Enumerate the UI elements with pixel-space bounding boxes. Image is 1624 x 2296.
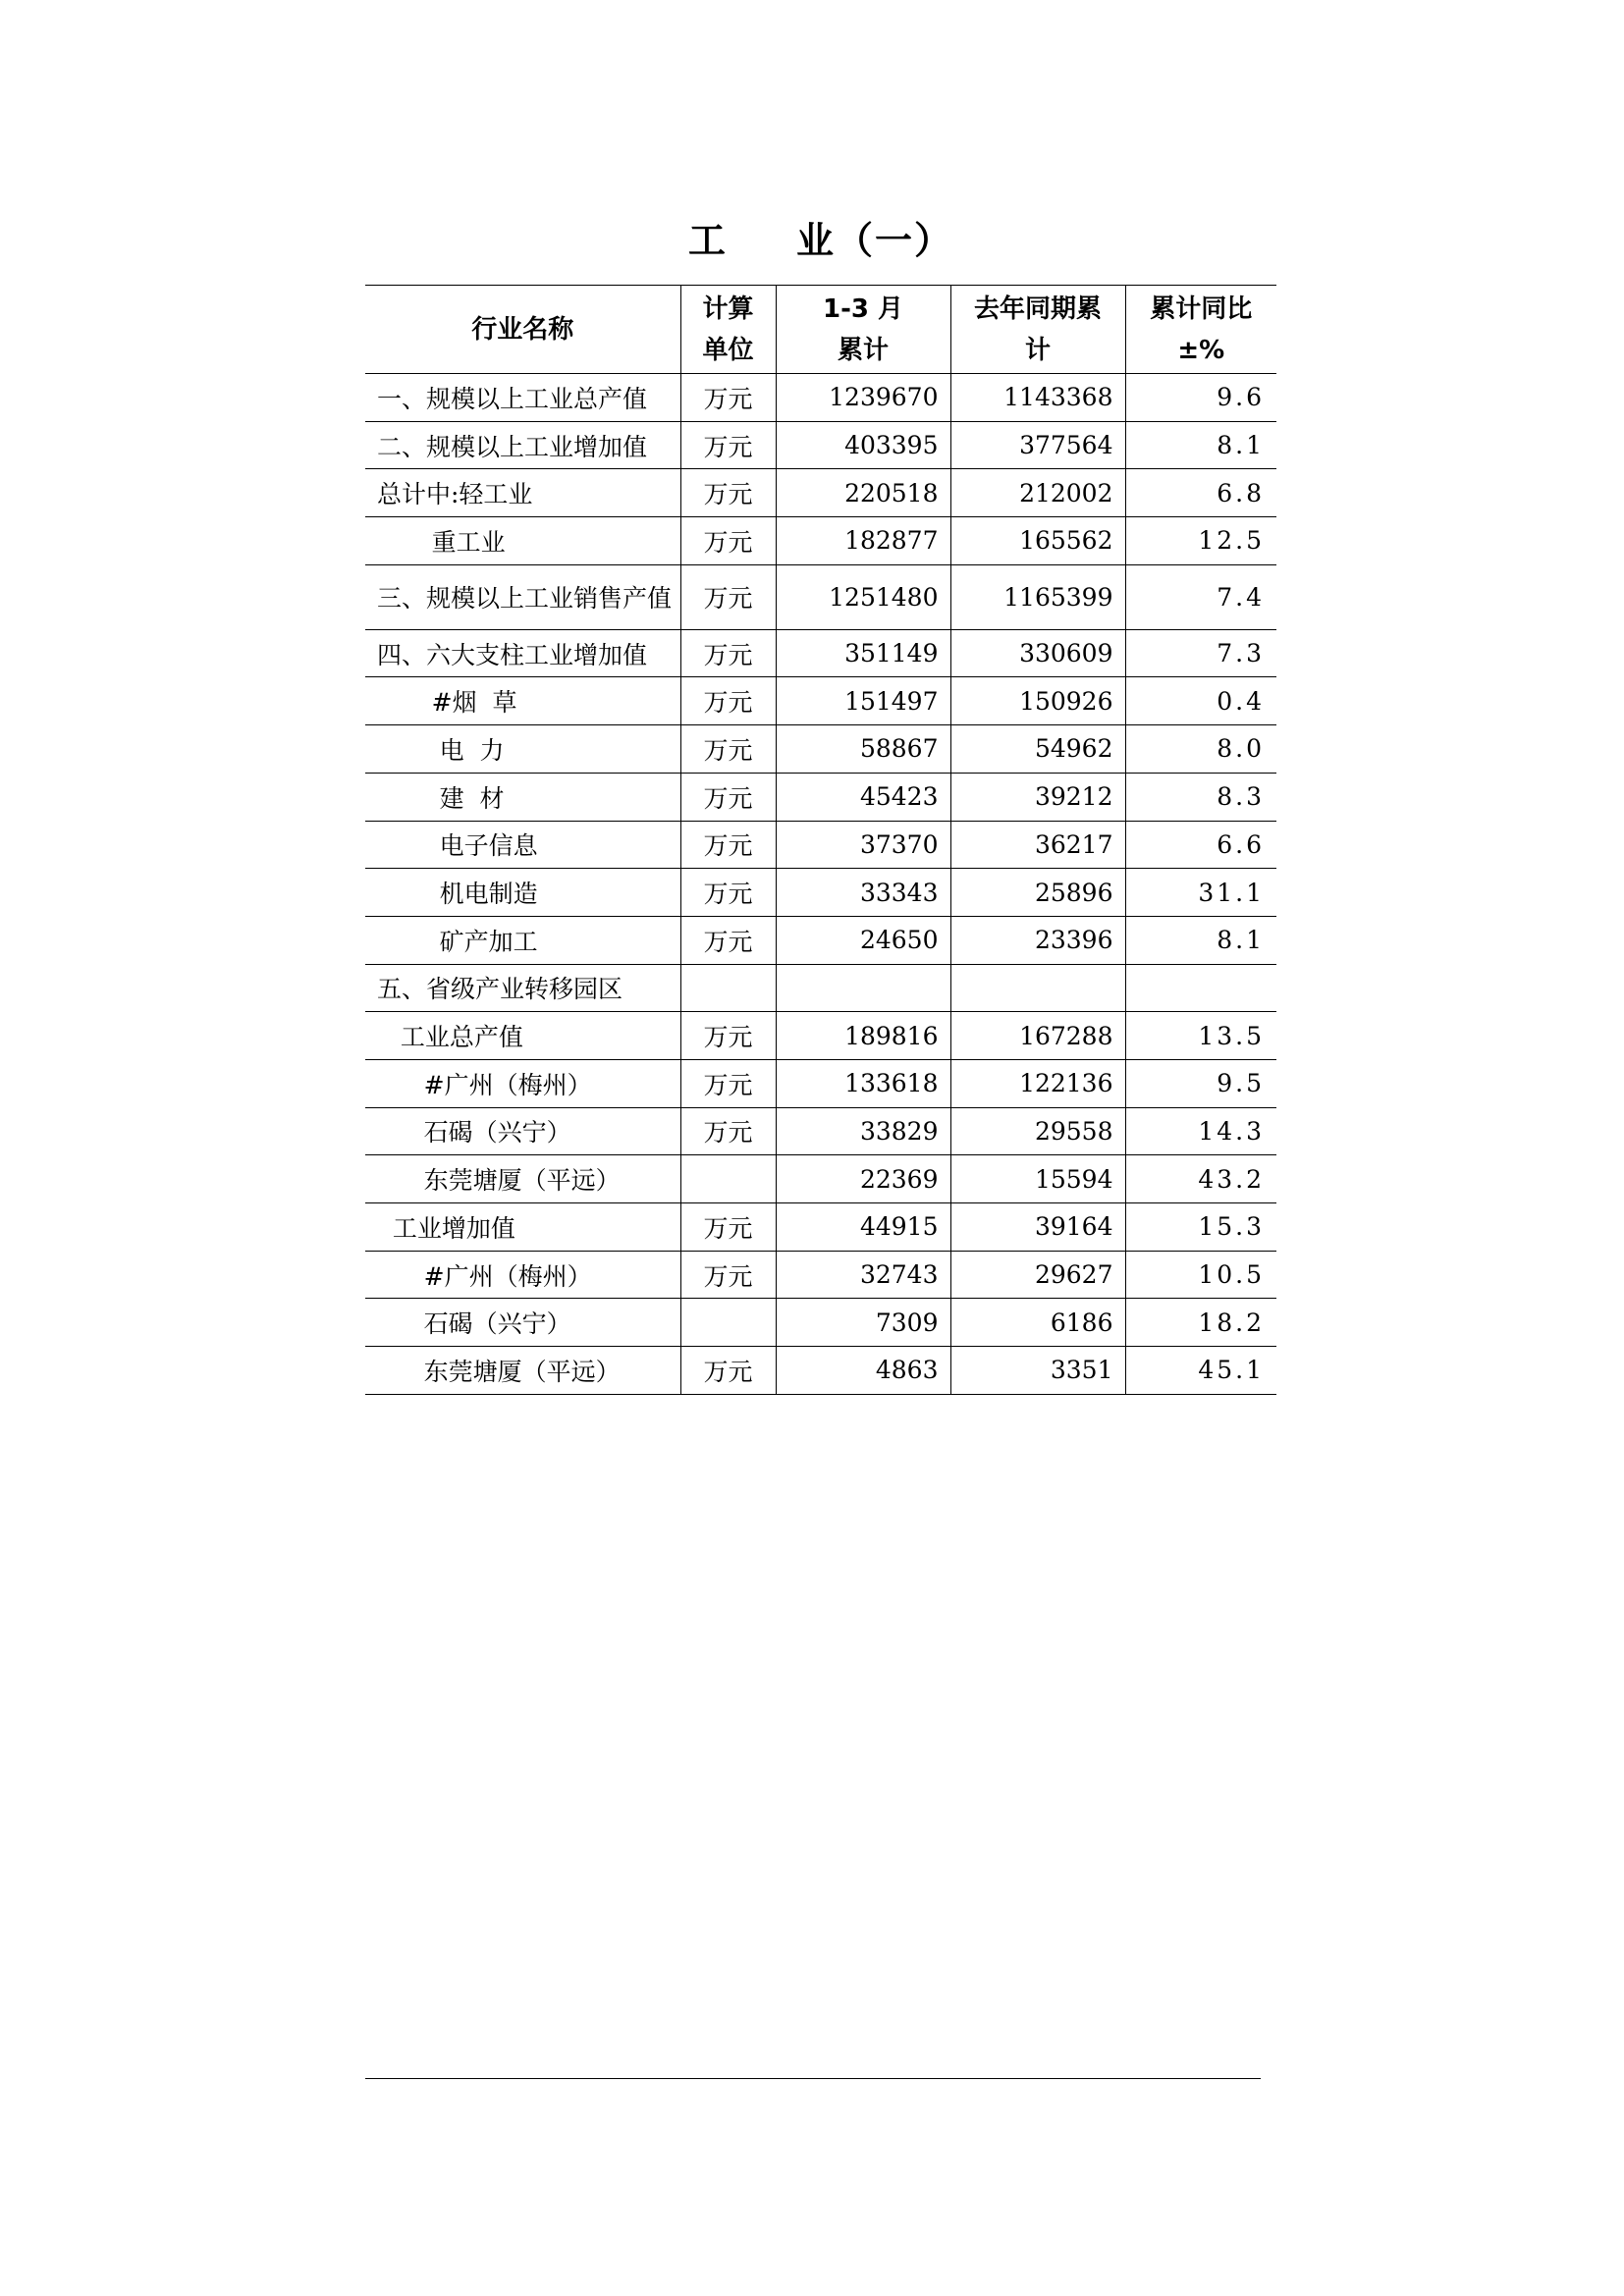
table-row bbox=[365, 421, 1276, 469]
cell-yoy-change: 15.3 bbox=[1125, 1203, 1276, 1252]
table-row bbox=[365, 1059, 1276, 1107]
cell-unit: 万元 bbox=[680, 1203, 776, 1252]
cell-current-cumulative: 1251480 bbox=[776, 564, 950, 629]
cell-yoy-change: 13.5 bbox=[1125, 1012, 1276, 1060]
cell-current-cumulative: 24650 bbox=[776, 916, 950, 964]
cell-unit bbox=[680, 964, 776, 1012]
table-row bbox=[365, 1107, 1276, 1155]
cell-previous-cumulative: 3351 bbox=[950, 1347, 1125, 1395]
cell-previous-cumulative: 39212 bbox=[950, 773, 1125, 821]
cell-previous-cumulative: 15594 bbox=[950, 1155, 1125, 1203]
cell-industry-name: 二、规模以上工业增加值 bbox=[365, 421, 680, 469]
table-row bbox=[365, 564, 1276, 629]
footer-rule bbox=[365, 2078, 1261, 2079]
cell-current-cumulative: 37370 bbox=[776, 821, 950, 869]
table-row bbox=[365, 517, 1276, 565]
cell-previous-cumulative: 29558 bbox=[950, 1107, 1125, 1155]
cell-previous-cumulative: 330609 bbox=[950, 629, 1125, 677]
cell-unit: 万元 bbox=[680, 421, 776, 469]
cell-previous-cumulative: 377564 bbox=[950, 421, 1125, 469]
cell-current-cumulative: 1239670 bbox=[776, 374, 950, 422]
cell-industry-name: #广州（梅州） bbox=[365, 1251, 680, 1299]
page-title bbox=[365, 210, 1276, 264]
table-row bbox=[365, 1299, 1276, 1347]
cell-previous-cumulative: 23396 bbox=[950, 916, 1125, 964]
header-industry-name: 行业名称 bbox=[365, 286, 680, 374]
cell-previous-cumulative: 150926 bbox=[950, 677, 1125, 725]
cell-industry-name: 电子信息 bbox=[365, 821, 680, 869]
cell-unit: 万元 bbox=[680, 1012, 776, 1060]
cell-yoy-change: 14.3 bbox=[1125, 1107, 1276, 1155]
cell-industry-name: 东莞塘厦（平远） bbox=[365, 1155, 680, 1203]
cell-industry-name: 建 材 bbox=[365, 773, 680, 821]
cell-unit: 万元 bbox=[680, 1347, 776, 1395]
cell-current-cumulative: 45423 bbox=[776, 773, 950, 821]
table-row bbox=[365, 374, 1276, 422]
cell-industry-name: 三、规模以上工业销售产值 bbox=[365, 564, 680, 629]
table-header-row bbox=[365, 286, 1276, 374]
cell-unit: 万元 bbox=[680, 869, 776, 917]
cell-unit: 万元 bbox=[680, 677, 776, 725]
cell-previous-cumulative: 1143368 bbox=[950, 374, 1125, 422]
table-row bbox=[365, 1347, 1276, 1395]
table-row bbox=[365, 725, 1276, 774]
cell-previous-cumulative: 165562 bbox=[950, 517, 1125, 565]
table-row bbox=[365, 469, 1276, 517]
cell-unit: 万元 bbox=[680, 773, 776, 821]
cell-industry-name: 矿产加工 bbox=[365, 916, 680, 964]
cell-yoy-change: 31.1 bbox=[1125, 869, 1276, 917]
cell-previous-cumulative: 25896 bbox=[950, 869, 1125, 917]
header-yoy-change: 累计同比 ±% bbox=[1125, 286, 1276, 374]
cell-industry-name: 机电制造 bbox=[365, 869, 680, 917]
cell-industry-name: 电 力 bbox=[365, 725, 680, 774]
cell-yoy-change: 8.1 bbox=[1125, 421, 1276, 469]
cell-previous-cumulative: 36217 bbox=[950, 821, 1125, 869]
cell-current-cumulative: 403395 bbox=[776, 421, 950, 469]
cell-unit: 万元 bbox=[680, 725, 776, 774]
cell-current-cumulative: 4863 bbox=[776, 1347, 950, 1395]
cell-current-cumulative: 33829 bbox=[776, 1107, 950, 1155]
cell-previous-cumulative: 29627 bbox=[950, 1251, 1125, 1299]
table-row bbox=[365, 964, 1276, 1012]
cell-industry-name: 总计中:轻工业 bbox=[365, 469, 680, 517]
cell-industry-name: 五、省级产业转移园区 bbox=[365, 964, 680, 1012]
table-row bbox=[365, 821, 1276, 869]
cell-industry-name: 四、六大支柱工业增加值 bbox=[365, 629, 680, 677]
cell-industry-name: #广州（梅州） bbox=[365, 1059, 680, 1107]
table-row bbox=[365, 1155, 1276, 1203]
cell-current-cumulative: 351149 bbox=[776, 629, 950, 677]
cell-yoy-change: 8.0 bbox=[1125, 725, 1276, 774]
cell-current-cumulative: 220518 bbox=[776, 469, 950, 517]
cell-previous-cumulative: 122136 bbox=[950, 1059, 1125, 1107]
cell-industry-name: 石碣（兴宁） bbox=[365, 1299, 680, 1347]
table-row bbox=[365, 773, 1276, 821]
cell-yoy-change: 18.2 bbox=[1125, 1299, 1276, 1347]
cell-yoy-change: 12.5 bbox=[1125, 517, 1276, 565]
cell-unit: 万元 bbox=[680, 916, 776, 964]
cell-unit: 万元 bbox=[680, 469, 776, 517]
cell-unit: 万元 bbox=[680, 629, 776, 677]
cell-unit: 万元 bbox=[680, 517, 776, 565]
table-row bbox=[365, 1203, 1276, 1252]
cell-current-cumulative: 32743 bbox=[776, 1251, 950, 1299]
cell-previous-cumulative: 212002 bbox=[950, 469, 1125, 517]
header-previous-cumulative: 去年同期累 计 bbox=[950, 286, 1125, 374]
cell-current-cumulative: 7309 bbox=[776, 1299, 950, 1347]
header-unit: 计算 单位 bbox=[680, 286, 776, 374]
cell-yoy-change: 43.2 bbox=[1125, 1155, 1276, 1203]
cell-industry-name: 重工业 bbox=[365, 517, 680, 565]
cell-unit bbox=[680, 1299, 776, 1347]
cell-previous-cumulative bbox=[950, 964, 1125, 1012]
cell-unit: 万元 bbox=[680, 1251, 776, 1299]
table-row bbox=[365, 629, 1276, 677]
cell-yoy-change: 7.4 bbox=[1125, 564, 1276, 629]
cell-yoy-change: 6.6 bbox=[1125, 821, 1276, 869]
cell-unit: 万元 bbox=[680, 564, 776, 629]
cell-yoy-change: 10.5 bbox=[1125, 1251, 1276, 1299]
cell-current-cumulative bbox=[776, 964, 950, 1012]
cell-industry-name: 一、规模以上工业总产值 bbox=[365, 374, 680, 422]
cell-yoy-change bbox=[1125, 964, 1276, 1012]
cell-yoy-change: 6.8 bbox=[1125, 469, 1276, 517]
cell-yoy-change: 45.1 bbox=[1125, 1347, 1276, 1395]
cell-current-cumulative: 33343 bbox=[776, 869, 950, 917]
cell-current-cumulative: 189816 bbox=[776, 1012, 950, 1060]
table-row bbox=[365, 869, 1276, 917]
cell-yoy-change: 9.5 bbox=[1125, 1059, 1276, 1107]
cell-industry-name: #烟 草 bbox=[365, 677, 680, 725]
cell-yoy-change: 7.3 bbox=[1125, 629, 1276, 677]
cell-current-cumulative: 133618 bbox=[776, 1059, 950, 1107]
cell-unit bbox=[680, 1155, 776, 1203]
cell-yoy-change: 8.3 bbox=[1125, 773, 1276, 821]
cell-current-cumulative: 182877 bbox=[776, 517, 950, 565]
cell-current-cumulative: 22369 bbox=[776, 1155, 950, 1203]
cell-previous-cumulative: 167288 bbox=[950, 1012, 1125, 1060]
cell-unit: 万元 bbox=[680, 1059, 776, 1107]
cell-industry-name: 工业增加值 bbox=[365, 1203, 680, 1252]
table-row bbox=[365, 677, 1276, 725]
table-row bbox=[365, 1012, 1276, 1060]
cell-unit: 万元 bbox=[680, 1107, 776, 1155]
title-part-1: 工 bbox=[687, 219, 728, 262]
cell-previous-cumulative: 54962 bbox=[950, 725, 1125, 774]
cell-industry-name: 石碣（兴宁） bbox=[365, 1107, 680, 1155]
cell-unit: 万元 bbox=[680, 821, 776, 869]
header-current-cumulative: 1-3 月 累计 bbox=[776, 286, 950, 374]
cell-current-cumulative: 44915 bbox=[776, 1203, 950, 1252]
cell-previous-cumulative: 1165399 bbox=[950, 564, 1125, 629]
table-row bbox=[365, 1251, 1276, 1299]
cell-yoy-change: 0.4 bbox=[1125, 677, 1276, 725]
cell-current-cumulative: 58867 bbox=[776, 725, 950, 774]
cell-yoy-change: 9.6 bbox=[1125, 374, 1276, 422]
cell-yoy-change: 8.1 bbox=[1125, 916, 1276, 964]
cell-industry-name: 工业总产值 bbox=[365, 1012, 680, 1060]
cell-previous-cumulative: 6186 bbox=[950, 1299, 1125, 1347]
cell-unit: 万元 bbox=[680, 374, 776, 422]
cell-industry-name: 东莞塘厦（平远） bbox=[365, 1347, 680, 1395]
industry-statistics-table bbox=[365, 285, 1276, 1395]
cell-current-cumulative: 151497 bbox=[776, 677, 950, 725]
table-row bbox=[365, 916, 1276, 964]
title-part-2: 业（一） bbox=[796, 219, 954, 262]
cell-previous-cumulative: 39164 bbox=[950, 1203, 1125, 1252]
